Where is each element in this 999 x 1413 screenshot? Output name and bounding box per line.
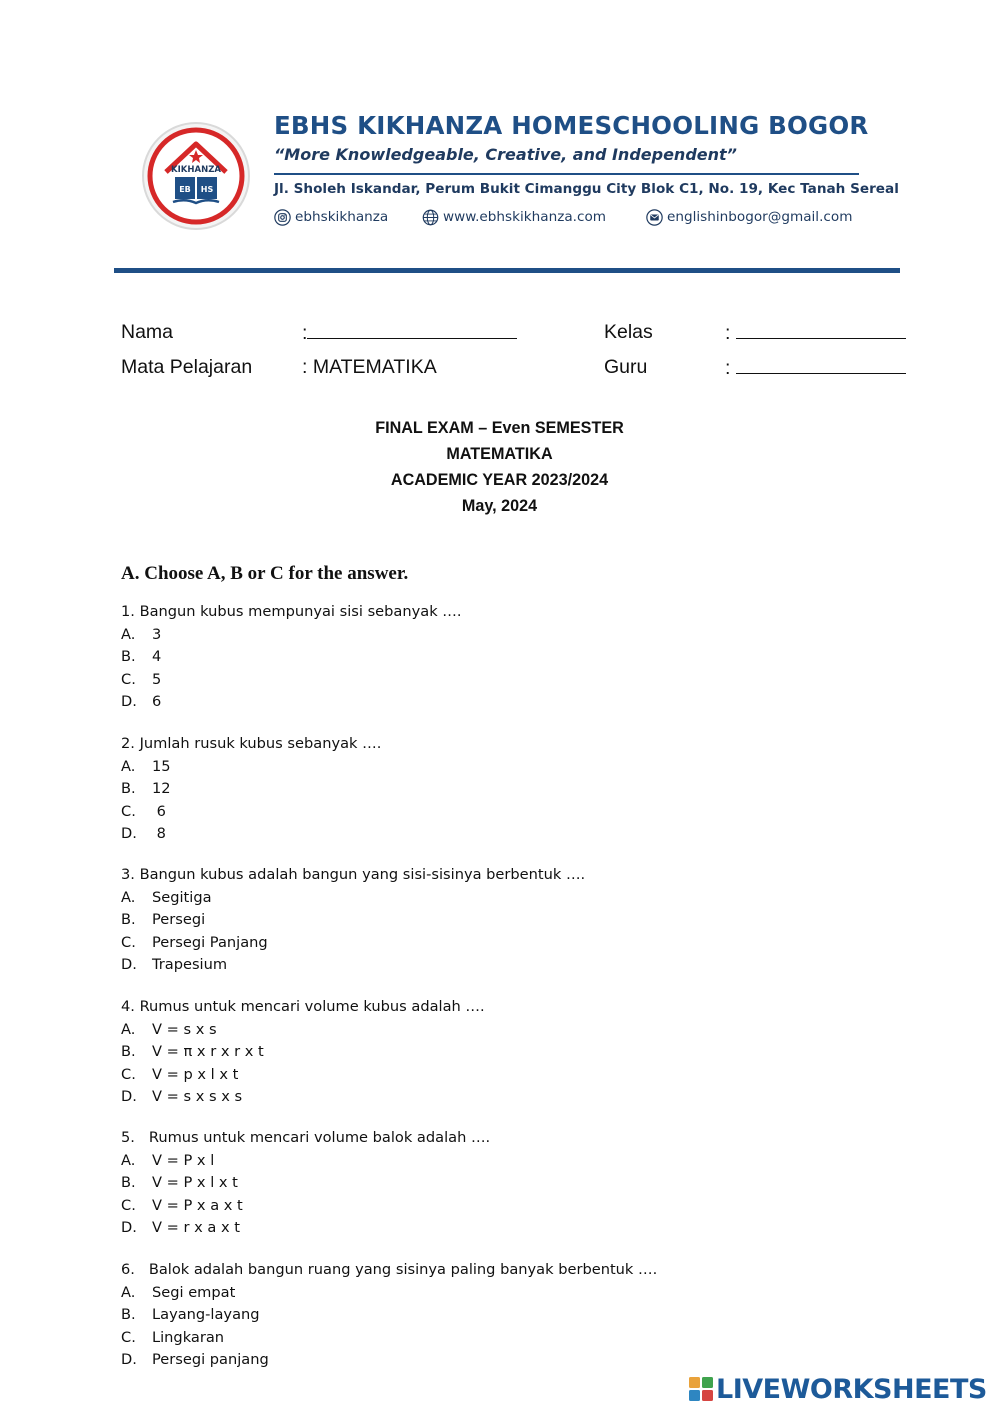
question-text: 1. Bangun kubus mempunyai sisi sebanyak …. xyxy=(121,603,462,620)
question-6 xyxy=(121,1259,821,1372)
option-a[interactable]: A. 15 xyxy=(121,757,171,775)
exam-title-line1: FINAL EXAM – Even SEMESTER xyxy=(375,419,624,437)
option-d[interactable]: D. V = s x s x s xyxy=(121,1088,243,1106)
question-text: 3. Bangun kubus adalah bangun yang sisi-sisinya berbentuk …. xyxy=(121,866,586,883)
contact-email xyxy=(646,207,852,227)
teacher-field[interactable] xyxy=(725,355,906,380)
option-a[interactable]: A. Segi empat xyxy=(121,1283,236,1301)
school-name: EBHS KIKHANZA HOMESCHOOLING BOGOR xyxy=(274,111,869,140)
subject-value: : MATEMATIKA xyxy=(302,356,437,378)
exam-title-line2: MATEMATIKA xyxy=(446,445,553,463)
option-c[interactable]: C. Persegi Panjang xyxy=(121,933,268,951)
liveworksheets-logo xyxy=(689,1374,987,1404)
liveworksheets-icon xyxy=(689,1377,713,1401)
section-a-heading: A. Choose A, B or C for the answer. xyxy=(121,563,409,584)
option-c[interactable]: C. 6 xyxy=(121,802,166,820)
liveworksheets-text: LIVEWORKSHEETS xyxy=(716,1373,987,1405)
logo-text-right: HS xyxy=(200,185,214,194)
name-colon: : xyxy=(302,322,308,344)
subject-label: Mata Pelajaran xyxy=(121,356,253,378)
exam-title-line3: ACADEMIC YEAR 2023/2024 xyxy=(390,471,609,489)
logo-text-top: KIKHANZA xyxy=(171,165,221,175)
exam-title-line4: May, 2024 xyxy=(461,497,538,515)
school-logo xyxy=(140,120,252,232)
teacher-colon: : xyxy=(725,357,731,379)
header-divider-thin xyxy=(274,173,859,175)
name-field[interactable] xyxy=(302,320,517,345)
option-c[interactable]: C. V = p x l x t xyxy=(121,1065,239,1083)
option-b[interactable]: B. V = π x r x r x t xyxy=(121,1043,264,1061)
teacher-blank-line[interactable] xyxy=(736,355,906,374)
option-d[interactable]: D. V = r x a x t xyxy=(121,1219,240,1237)
option-d[interactable]: D. 8 xyxy=(121,825,166,843)
name-label: Nama xyxy=(121,321,174,343)
option-d[interactable]: D. Trapesium xyxy=(121,956,228,974)
school-tagline: “More Knowledgeable, Creative, and Independent” xyxy=(274,145,737,164)
option-b[interactable]: B. 12 xyxy=(121,780,171,798)
option-b[interactable]: B. V = P x l x t xyxy=(121,1174,238,1192)
option-a[interactable]: A. 3 xyxy=(121,625,162,643)
school-address: Jl. Sholeh Iskandar, Perum Bukit Cimanggu City Blok C1, No. 19, Kec Tanah Sereal xyxy=(274,181,899,197)
option-c[interactable]: C. Lingkaran xyxy=(121,1328,225,1346)
email-address: englishinbogor@gmail.com xyxy=(667,209,853,225)
option-d[interactable]: D. Persegi panjang xyxy=(121,1351,269,1369)
instagram-icon xyxy=(274,209,291,226)
mail-icon xyxy=(646,209,663,226)
website-url: www.ebhskikhanza.com xyxy=(443,209,607,225)
contact-instagram xyxy=(274,207,388,227)
option-c[interactable]: C. V = P x a x t xyxy=(121,1196,243,1214)
header-divider xyxy=(114,268,900,273)
question-4 xyxy=(121,996,821,1109)
logo-text-left: EB xyxy=(179,185,191,194)
option-c[interactable]: C. 5 xyxy=(121,670,162,688)
teacher-label: Guru xyxy=(604,356,648,378)
question-1 xyxy=(121,601,821,714)
contact-website xyxy=(422,207,606,227)
option-d[interactable]: D. 6 xyxy=(121,693,162,711)
globe-icon xyxy=(422,209,439,226)
exam-title xyxy=(0,415,999,519)
instagram-handle: ebhskikhanza xyxy=(295,209,389,225)
option-a[interactable]: A. V = s x s xyxy=(121,1020,217,1038)
question-3 xyxy=(121,864,821,977)
question-text: 5. Rumus untuk mencari volume balok adalah …. xyxy=(121,1129,491,1146)
option-a[interactable]: A. V = P x l xyxy=(121,1151,215,1169)
option-b[interactable]: B. Layang-layang xyxy=(121,1306,260,1324)
question-2 xyxy=(121,733,821,846)
class-label: Kelas xyxy=(604,321,653,343)
question-5 xyxy=(121,1127,821,1240)
class-colon: : xyxy=(725,322,731,344)
class-blank-line[interactable] xyxy=(736,320,906,339)
option-b[interactable]: B. Persegi xyxy=(121,911,206,929)
question-text: 4. Rumus untuk mencari volume kubus adalah …. xyxy=(121,998,485,1015)
class-field[interactable] xyxy=(725,320,906,345)
option-b[interactable]: B. 4 xyxy=(121,648,162,666)
name-blank-line[interactable] xyxy=(307,320,517,339)
question-text: 6. Balok adalah bangun ruang yang sisinya paling banyak berbentuk …. xyxy=(121,1261,658,1278)
option-a[interactable]: A. Segitiga xyxy=(121,888,212,906)
question-text: 2. Jumlah rusuk kubus sebanyak …. xyxy=(121,735,382,752)
